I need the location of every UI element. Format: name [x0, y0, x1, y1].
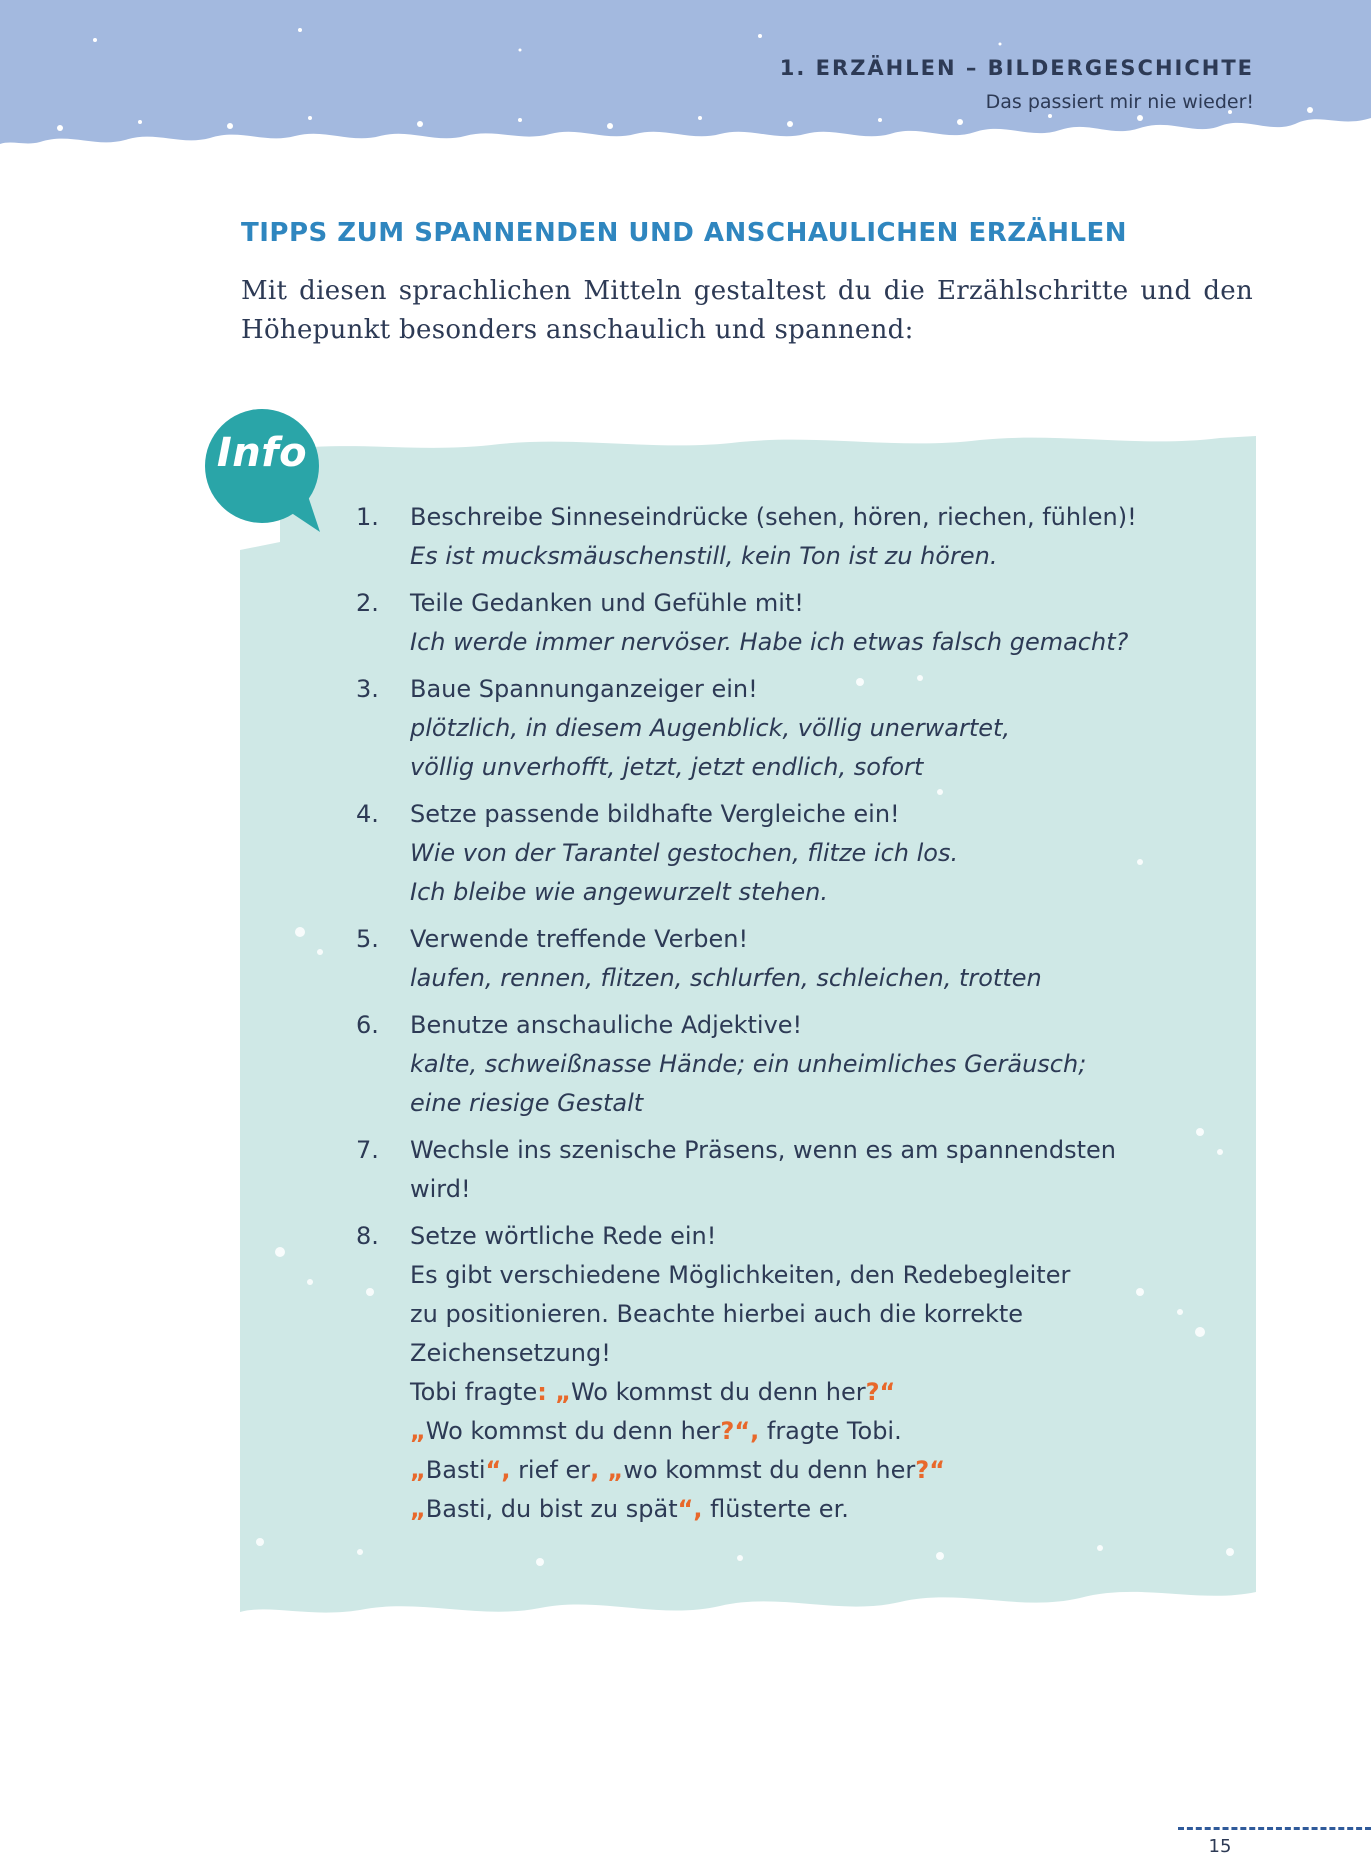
tip-example: Ich bleibe wie angewurzelt stehen.: [410, 878, 828, 906]
tip-text: Beschreibe Sinneseindrücke (sehen, hören, riechen, fühlen)!: [410, 503, 1137, 531]
speech-example: [410, 1451, 1236, 1490]
tip-example: plötzlich, in diesem Augenblick, völlig unerwartet,: [410, 714, 1011, 742]
info-badge-label: Info: [216, 430, 308, 476]
tip-item: [356, 670, 1236, 787]
intro-paragraph: Mit diesen sprachlichen Mitteln gestaltest du die Erzählschritte und den Höhepunkt besonders anschaulich und spannend:: [241, 276, 1253, 345]
tip-number: 1.: [356, 503, 379, 531]
tip-number: 7.: [356, 1136, 379, 1164]
tip-number: 4.: [356, 800, 379, 828]
speech-text: Basti, du bist zu spät: [425, 1495, 678, 1523]
speech-example: [410, 1490, 1236, 1529]
tips-list: [356, 498, 1236, 1537]
chapter-subtitle: Das passiert mir nie wieder!: [985, 91, 1254, 113]
speech-punctuation: , „: [590, 1456, 624, 1484]
speech-punctuation: ?“,: [720, 1417, 760, 1445]
tip-text: Benutze anschauliche Adjektive!: [410, 1011, 803, 1039]
speech-text: Basti: [425, 1456, 486, 1484]
tip-example: eine riesige Gestalt: [410, 1089, 644, 1117]
tip-text: wird!: [410, 1175, 471, 1203]
tip-example: Es ist mucksmäuschenstill, kein Ton ist zu hören.: [410, 542, 998, 570]
chapter-title: 1. ERZÄHLEN – BILDERGESCHICHTE: [779, 56, 1254, 80]
tip-item: [356, 584, 1236, 662]
tip-text: Setze wörtliche Rede ein!: [410, 1222, 717, 1250]
speech-text: Wo kommst du denn her: [570, 1378, 866, 1406]
speech-text: fragte Tobi.: [759, 1417, 902, 1445]
speech-punctuation: : „: [537, 1378, 571, 1406]
tip-text: zu positionieren. Beachte hierbei auch die korrekte: [410, 1300, 1024, 1328]
tip-item: [356, 1217, 1236, 1529]
tip-number: 5.: [356, 925, 379, 953]
info-badge: [204, 408, 326, 532]
tip-text: Es gibt verschiedene Möglichkeiten, den Redebegleiter: [410, 1261, 1071, 1289]
speech-text: Tobi fragte: [410, 1378, 538, 1406]
speech-example: [410, 1373, 1236, 1412]
tip-example: kalte, schweißnasse Hände; ein unheimliches Geräusch;: [410, 1050, 1087, 1078]
speech-punctuation: „: [410, 1456, 426, 1484]
tip-number: 3.: [356, 675, 379, 703]
tip-text: Teile Gedanken und Gefühle mit!: [410, 589, 804, 617]
speech-text: wo kommst du denn her: [623, 1456, 916, 1484]
tip-text: Zeichensetzung!: [410, 1339, 611, 1367]
page-number-rule: [1178, 1827, 1371, 1830]
tip-example: laufen, rennen, flitzen, schlurfen, schleichen, trotten: [410, 964, 1042, 992]
speech-punctuation: „: [410, 1495, 426, 1523]
tip-example: Wie von der Tarantel gestochen, flitze ich los.: [410, 839, 959, 867]
header-band-shape: [0, 0, 1371, 170]
tip-item: [356, 1006, 1236, 1123]
tip-item: [356, 795, 1236, 912]
speech-punctuation: “,: [485, 1456, 511, 1484]
tip-number: 8.: [356, 1222, 379, 1250]
tip-text: Setze passende bildhafte Vergleiche ein!: [410, 800, 900, 828]
tip-number: 6.: [356, 1011, 379, 1039]
tip-number: 2.: [356, 589, 379, 617]
speech-punctuation: ?“: [915, 1456, 945, 1484]
section-heading: TIPPS ZUM SPANNENDEN UND ANSCHAULICHEN ERZÄHLEN: [241, 218, 1128, 248]
tip-example: völlig unverhofft, jetzt, jetzt endlich, sofort: [410, 753, 924, 781]
tip-item: [356, 1131, 1236, 1209]
speech-text: flüsterte er.: [702, 1495, 849, 1523]
page-number: 15: [1208, 1836, 1232, 1857]
tip-text: Verwende treffende Verben!: [410, 925, 749, 953]
speech-example: [410, 1412, 1236, 1451]
tip-text: Wechsle ins szenische Präsens, wenn es am spannendsten: [410, 1136, 1117, 1164]
speech-punctuation: “,: [677, 1495, 703, 1523]
speech-punctuation: „: [410, 1417, 426, 1445]
speech-punctuation: ?“: [865, 1378, 896, 1406]
tip-item: [356, 498, 1236, 576]
header-band: [0, 0, 1371, 170]
tip-item: [356, 920, 1236, 998]
speech-text: rief er: [510, 1456, 591, 1484]
speech-text: Wo kommst du denn her: [425, 1417, 721, 1445]
tip-example: Ich werde immer nervöser. Habe ich etwas falsch gemacht?: [410, 628, 1129, 656]
tip-text: Baue Spannunganzeiger ein!: [410, 675, 758, 703]
